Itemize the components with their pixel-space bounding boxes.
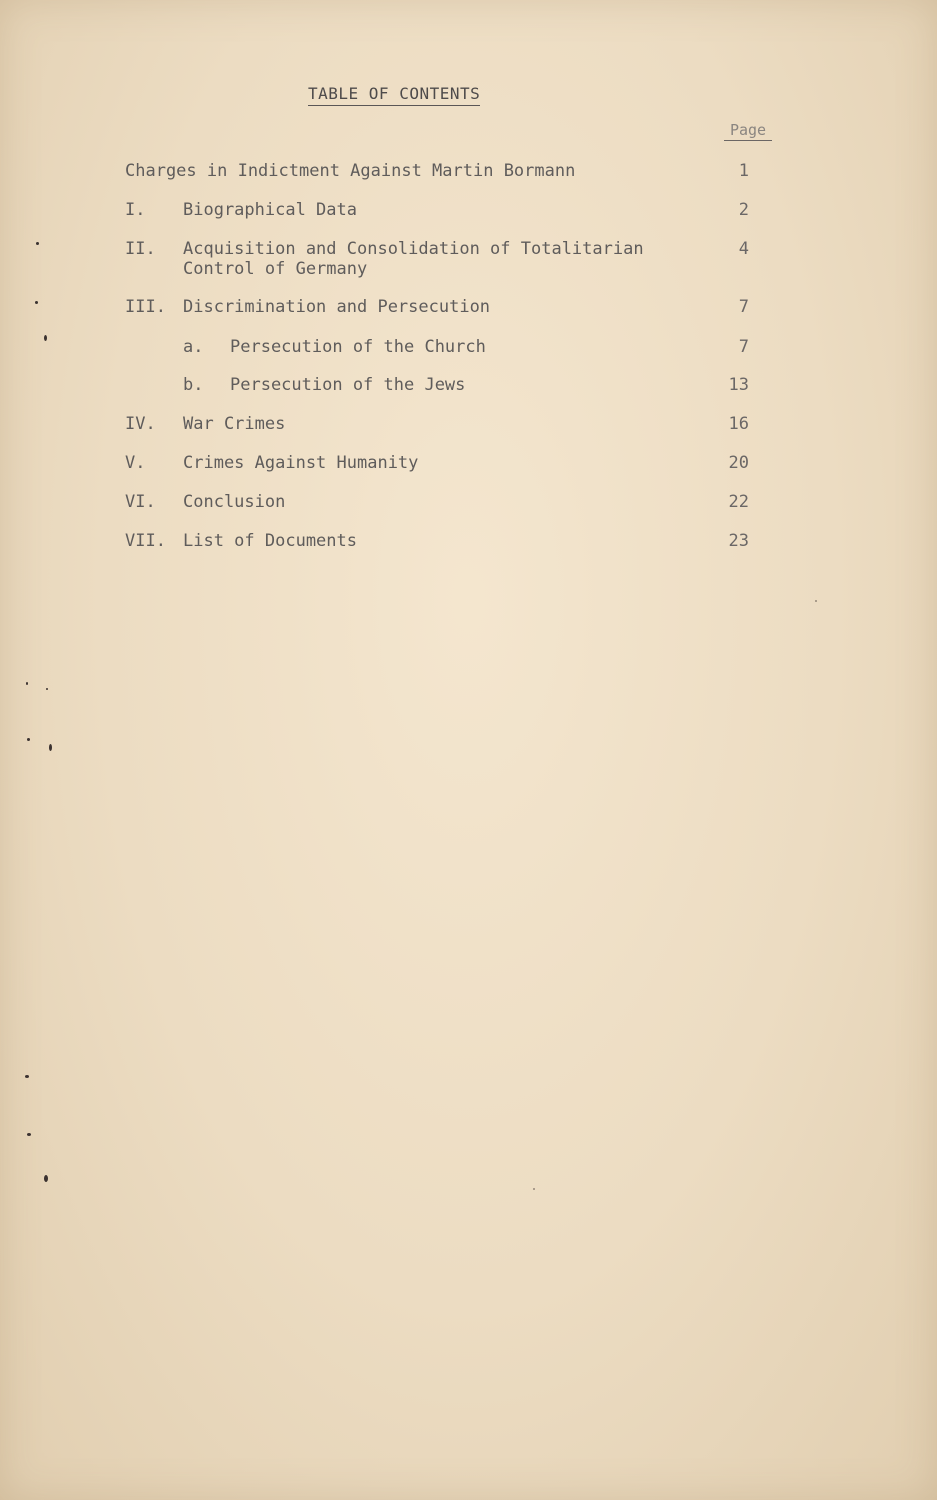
paper-speck	[25, 1075, 29, 1078]
toc-entry-number: IV.	[125, 414, 156, 434]
paper-speck	[27, 738, 30, 741]
toc-entry-page: 1	[738, 161, 749, 181]
toc-entry-page: 7	[738, 337, 749, 357]
toc-entry-number: I.	[125, 200, 146, 220]
toc-subentry-label: Persecution of the Jews	[230, 375, 466, 395]
toc-entry-page: 22	[728, 492, 749, 512]
paper-speck	[27, 1133, 31, 1136]
toc-subentry-letter: b.	[183, 375, 204, 395]
paper-speck	[26, 682, 28, 685]
toc-entry-label: Crimes Against Humanity	[183, 453, 419, 473]
toc-entry-number: II.	[125, 239, 156, 259]
paper-speck	[35, 301, 38, 304]
toc-entry-page: 23	[728, 531, 749, 551]
page-title: TABLE OF CONTENTS	[308, 84, 480, 106]
toc-entry-page: 2	[738, 200, 749, 220]
toc-entry-number: VII.	[125, 531, 166, 551]
paper-speck	[815, 600, 817, 602]
toc-subentry-label: Persecution of the Church	[230, 337, 486, 357]
paper-speck	[533, 1188, 535, 1190]
toc-entry-page: 13	[728, 375, 749, 395]
toc-entry-label: Acquisition and Consolidation of Totalitarian	[183, 239, 644, 259]
paper-speck	[36, 242, 39, 245]
toc-entry-label: List of Documents	[183, 531, 357, 551]
toc-entry-page: 20	[728, 453, 749, 473]
paper-speck	[49, 744, 52, 751]
paper-speck	[44, 1175, 48, 1182]
toc-entry-label-line2: Control of Germany	[183, 259, 368, 279]
toc-entry-page: 16	[728, 414, 749, 434]
toc-entry-page: 7	[738, 297, 749, 317]
toc-entry-number: V.	[125, 453, 146, 473]
toc-entry-number: III.	[125, 297, 166, 317]
toc-entry-label: War Crimes	[183, 414, 286, 434]
toc-subentry-letter: a.	[183, 337, 204, 357]
paper-speck	[44, 335, 47, 341]
paper-speck	[46, 688, 48, 690]
page-column-heading: Page	[724, 121, 772, 141]
toc-entry-label: Discrimination and Persecution	[183, 297, 491, 317]
toc-entry-label: Conclusion	[183, 492, 286, 512]
toc-entry-label: Biographical Data	[183, 200, 357, 220]
toc-entry-page: 4	[738, 239, 749, 259]
toc-entry-label: Charges in Indictment Against Martin Bormann	[125, 161, 576, 181]
toc-entry-number: VI.	[125, 492, 156, 512]
